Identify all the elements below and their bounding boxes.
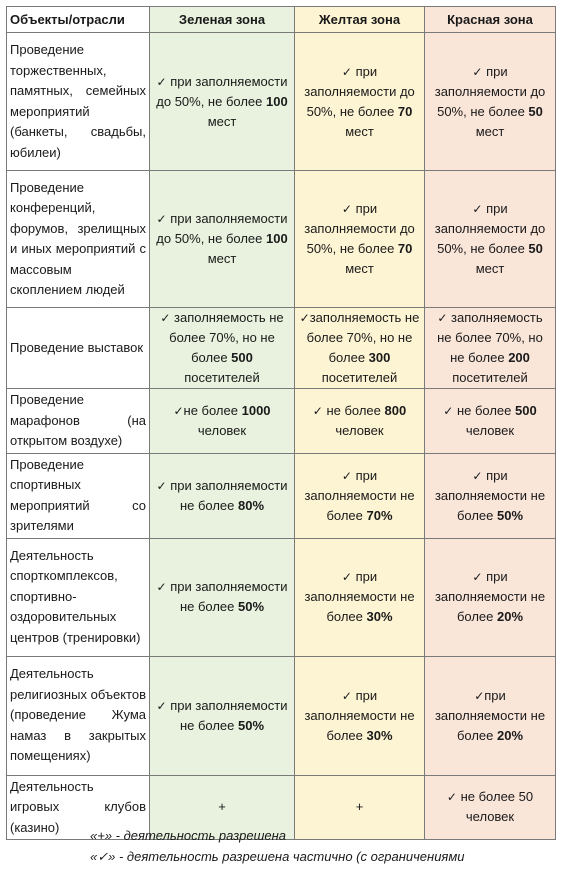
- legend-notes: [90, 825, 465, 867]
- green-zone-cell: ✓ при заполняемости не более 50%: [150, 538, 295, 656]
- green-zone-cell: ✓ при заполняемости не более 50%: [150, 656, 295, 775]
- table-row: [7, 453, 556, 538]
- green-zone-cell: ✓ при заполняемости не более 80%: [150, 453, 295, 538]
- yellow-zone-cell: ✓ при заполняемости до 50%, не более 70 мест: [295, 171, 425, 308]
- yellow-zone-cell: ✓ не более 800 человек: [295, 389, 425, 454]
- header-objects: Объекты/отрасли: [7, 7, 150, 33]
- check-icon: ✓: [156, 478, 167, 493]
- check-icon: ✓: [443, 403, 454, 418]
- red-zone-cell: ✓ при заполняемости не более 20%: [425, 538, 556, 656]
- header-red-zone: Красная зона: [425, 7, 556, 33]
- green-zone-cell: +: [150, 775, 295, 840]
- check-icon: ✓: [299, 311, 310, 325]
- row-label: Проведение марафонов (на открытом воздухе): [7, 389, 150, 454]
- check-icon: ✓: [173, 403, 184, 418]
- table-row: [7, 538, 556, 656]
- check-icon: ✓: [341, 468, 352, 483]
- green-zone-cell: ✓ заполняемость не более 70%, но не более 500 посетителей: [150, 308, 295, 389]
- red-zone-cell: ✓ не более 500 человек: [425, 389, 556, 454]
- green-zone-cell: ✓ при заполняемости до 50%, не более 100 мест: [150, 171, 295, 308]
- table-row: [7, 33, 556, 171]
- row-label: Деятельность спорткомплексов, спортивно-оздоровительных центров (тренировки): [7, 538, 150, 656]
- yellow-zone-cell: ✓ при заполняемости не более 70%: [295, 453, 425, 538]
- check-icon: ✓: [474, 688, 485, 703]
- check-icon: ✓: [312, 403, 323, 418]
- note-plus: «+» - деятельность разрешена: [90, 828, 287, 843]
- table-row: [7, 656, 556, 775]
- check-icon: ✓: [156, 74, 167, 89]
- check-icon: ✓: [472, 202, 483, 216]
- check-icon: ✓: [341, 570, 352, 584]
- row-label: Проведение торжественных, памятных, семейных мероприятий (банкеты, свадьбы, юбилеи): [7, 33, 150, 171]
- check-icon: ✓: [472, 468, 483, 483]
- row-label: Проведение выставок: [7, 308, 150, 389]
- check-icon: ✓: [472, 64, 483, 79]
- red-zone-cell: ✓ при заполняемости не более 50%: [425, 453, 556, 538]
- table-row: [7, 389, 556, 454]
- check-icon: ✓: [446, 790, 457, 805]
- green-zone-cell: ✓не более 1000 человек: [150, 389, 295, 454]
- yellow-zone-cell: ✓заполняемость не более 70%, но не более 300 посетителей: [295, 308, 425, 389]
- red-zone-cell: ✓ при заполняемости до 50%, не более 50 мест: [425, 171, 556, 308]
- check-icon: ✓: [341, 202, 352, 216]
- header-yellow-zone: Желтая зона: [295, 7, 425, 33]
- table-header-row: [7, 7, 556, 33]
- yellow-zone-cell: ✓ при заполняемости не более 30%: [295, 656, 425, 775]
- check-icon: ✓: [160, 311, 171, 325]
- check-icon: ✓: [156, 698, 167, 713]
- row-label: Проведение спортивных мероприятий со зрителями: [7, 453, 150, 538]
- restrictions-table: [6, 6, 556, 840]
- check-icon: ✓: [156, 580, 167, 594]
- yellow-zone-cell: ✓ при заполняемости не более 30%: [295, 538, 425, 656]
- red-zone-cell: ✓ при заполняемости до 50%, не более 50 мест: [425, 33, 556, 171]
- yellow-zone-cell: +: [295, 775, 425, 840]
- green-zone-cell: ✓ при заполняемости до 50%, не более 100 мест: [150, 33, 295, 171]
- red-zone-cell: ✓при заполняемости не более 20%: [425, 656, 556, 775]
- check-icon: ✓: [437, 311, 448, 325]
- check-icon: ✓: [156, 212, 167, 226]
- yellow-zone-cell: ✓ при заполняемости до 50%, не более 70 мест: [295, 33, 425, 171]
- check-icon: ✓: [472, 570, 483, 584]
- red-zone-cell: ✓ не более 50 человек: [425, 775, 556, 840]
- header-green-zone: Зеленая зона: [150, 7, 295, 33]
- note-check: «✓» - деятельность разрешена частично (с ограничениями: [90, 849, 465, 864]
- row-label: Проведение конференций, форумов, зрелищных и иных мероприятий с массовым скоплением людей: [7, 171, 150, 308]
- row-label: Деятельность игровых клубов (казино): [7, 775, 150, 840]
- table-row: [7, 171, 556, 308]
- check-icon: ✓: [341, 688, 352, 703]
- table-row: [7, 308, 556, 389]
- check-icon: ✓: [341, 64, 352, 79]
- row-label: Деятельность религиозных объектов (проведение Жума намаз в закрытых помещениях): [7, 656, 150, 775]
- red-zone-cell: ✓ заполняемость не более 70%, но не более 200 посетителей: [425, 308, 556, 389]
